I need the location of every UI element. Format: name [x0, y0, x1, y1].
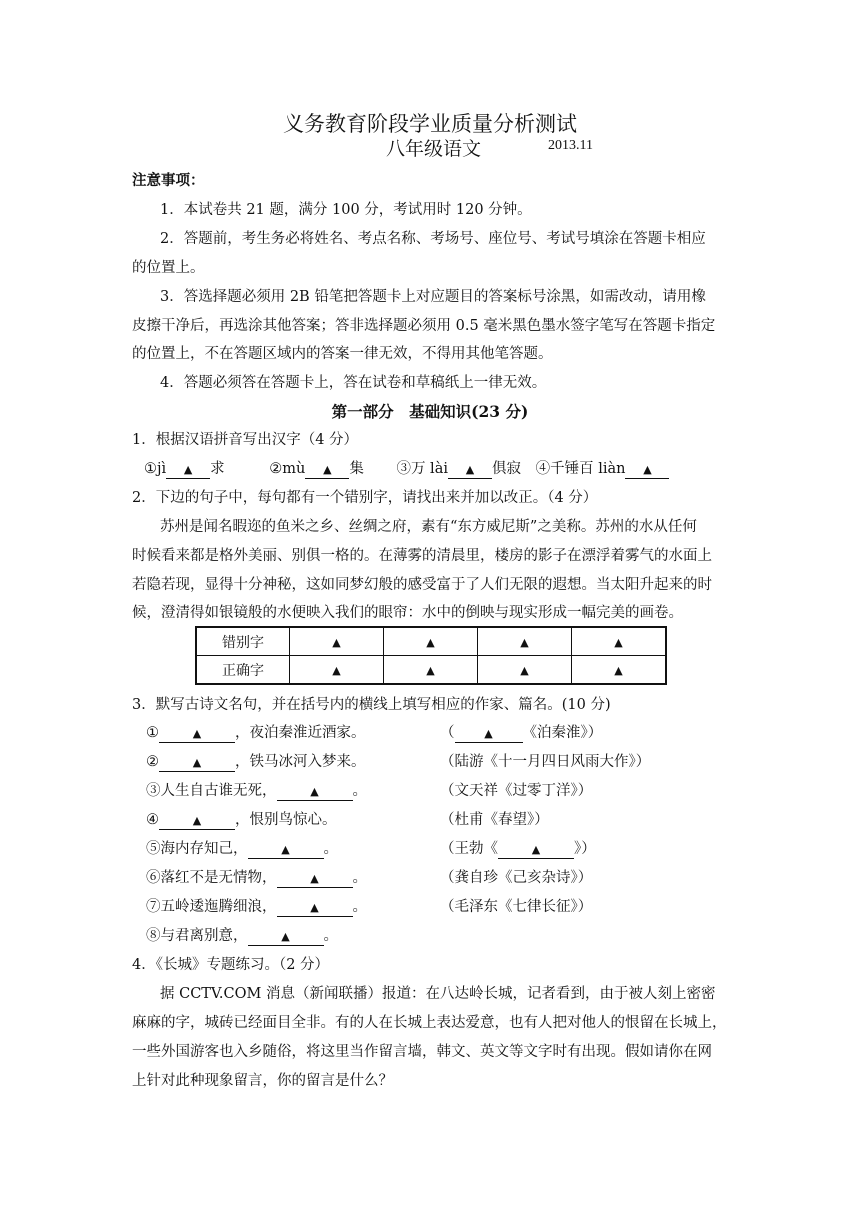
q1-item-3-suffix: 俱寂 — [491, 461, 521, 477]
q3-blank-3[interactable] — [277, 783, 353, 801]
exam-title: 义务教育阶段学业质量分析测试 — [283, 112, 577, 136]
q3-blank-7[interactable] — [277, 899, 353, 917]
q2-stem: 2．下边的句子中，每句都有一个错别字，请找出来并加以改正。（4 分） — [132, 490, 598, 506]
triangle-icon: ▲ — [192, 756, 202, 769]
q4-stem: 4．《长城》专题练习。（2 分） — [132, 957, 330, 973]
q3-line-5-end: 。 — [323, 841, 338, 857]
q3-line-7-text: ⑦五岭逶迤腾细浪， — [146, 899, 277, 915]
q3-line-1-num: ① — [146, 725, 159, 741]
q3-blank-4[interactable] — [159, 812, 235, 830]
table-cell[interactable] — [572, 656, 667, 685]
triangle-icon: ▲ — [310, 785, 319, 798]
triangle-icon: ▲ — [332, 635, 341, 649]
q3-source-5-open: （王勃《 — [440, 841, 498, 857]
q3-line-1 — [146, 723, 366, 743]
triangle-icon: ▲ — [281, 843, 290, 856]
table-cell[interactable] — [478, 656, 572, 685]
q4-passage-line-4: 上针对此种现象留言，你的留言是什么？ — [132, 1073, 393, 1089]
q1-item-3-pinyin: ③万 lài — [396, 461, 448, 477]
q4-passage-line-2: 麻麻的字，城砖已经面目全非。有的人在长城上表达爱意，也有人把对他人的恨留在长城上， — [132, 1015, 727, 1031]
q3-source-2: （陆游《十一月四日风雨大作》） — [440, 754, 651, 770]
triangle-icon: ▲ — [323, 463, 332, 476]
q2-passage-line-1: 苏州是闻名暇迩的鱼米之乡、丝绸之府，素有“东方威尼斯”之美称。苏州的水从任何 — [160, 519, 697, 535]
notice-item-3-line-3: 的位置上，不在答题区域内的答案一律无效，不得用其他笔答题。 — [132, 346, 553, 362]
q1-item-2-pinyin: ②mù — [269, 461, 306, 477]
q3-source-3: （文天祥《过零丁洋》） — [440, 783, 593, 799]
table-row — [196, 656, 666, 685]
q3-line-8-end: 。 — [323, 928, 338, 944]
notice-item-2-line-1: 2．答题前，考生务必将姓名、考点名称、考场号、座位号、考试号填涂在答题卡相应 — [160, 231, 706, 247]
notice-item-3-line-1: 3．答选择题必须用 2B 铅笔把答题卡上对应题目的答案标号涂黑，如需改动，请用橡 — [160, 289, 706, 305]
q3-line-4-text: ，恨别鸟惊心。 — [235, 812, 337, 828]
table-cell[interactable] — [384, 656, 478, 685]
triangle-icon: ▲ — [192, 814, 202, 827]
triangle-icon: ▲ — [192, 727, 202, 740]
q3-line-2-num: ② — [146, 754, 159, 770]
q3-blank-6[interactable] — [277, 870, 353, 888]
q1-blank-2[interactable] — [305, 461, 349, 479]
q1-blank-3[interactable] — [448, 461, 492, 479]
q3-line-7-end: 。 — [352, 899, 367, 915]
q3-source-blank-5[interactable] — [498, 841, 574, 859]
q4-passage-line-3: 一些外国游客也入乡随俗，将这里当作留言墙，韩文、英文等文字时有出现。假如请你在网 — [132, 1044, 712, 1060]
table-cell[interactable] — [478, 627, 572, 656]
triangle-icon: ▲ — [332, 663, 341, 677]
q3-line-8-text: ⑧与君离别意， — [146, 928, 248, 944]
q3-source-5 — [440, 839, 596, 859]
table-row — [196, 627, 666, 656]
triangle-icon: ▲ — [426, 663, 435, 677]
q2-passage-line-3: 若隐若现，显得十分神秘，这如同梦幻般的感受富于了人们无限的遐想。当太阳升起来的时 — [132, 577, 712, 593]
q1-items — [144, 459, 669, 479]
q1-blank-4[interactable] — [625, 461, 669, 479]
q3-source-4: （杜甫《春望》） — [440, 812, 549, 828]
q3-line-7 — [146, 897, 367, 917]
triangle-icon: ▲ — [310, 872, 319, 885]
q4-passage-line-1: 据 CCTV.COM 消息（新闻联播）报道：在八达岭长城，记者看到，由于被人刻上密密 — [160, 986, 716, 1002]
table-row-header: 错别字 — [196, 627, 290, 656]
q3-line-6-text: ⑥落红不是无情物， — [146, 870, 277, 886]
q3-source-1-text: 《泊秦淮》） — [522, 725, 603, 741]
q3-blank-2[interactable] — [159, 754, 235, 772]
q1-item-1-pinyin: ①jì — [144, 461, 167, 477]
exam-date: 2013.11 — [548, 138, 593, 153]
triangle-icon: ▲ — [465, 463, 475, 476]
q3-blank-8[interactable] — [248, 928, 324, 946]
triangle-icon: ▲ — [614, 635, 623, 649]
exam-subtitle: 八年级语文 — [386, 138, 482, 160]
q3-line-8 — [146, 926, 338, 946]
q3-line-3 — [146, 781, 367, 801]
notice-item-2-line-2: 的位置上。 — [132, 260, 205, 276]
q1-stem: 1．根据汉语拼音写出汉字（4 分） — [132, 432, 359, 448]
q3-line-2-text: ，铁马冰河入梦来。 — [235, 754, 366, 770]
notice-item-1: 1．本试卷共 21 题，满分 100 分，考试用时 120 分钟。 — [160, 202, 532, 218]
q3-line-3-end: 。 — [352, 783, 367, 799]
q3-line-4 — [146, 810, 337, 830]
q3-source-blank-1[interactable] — [455, 725, 523, 743]
triangle-icon: ▲ — [183, 463, 193, 476]
q3-line-5-text: ⑤海内存知己， — [146, 841, 248, 857]
table-row-header: 正确字 — [196, 656, 290, 685]
q2-passage-line-2: 时候看来都是格外美丽、别俱一格的。在薄雾的清晨里，楼房的影子在漂浮着雾气的水面上 — [132, 548, 712, 564]
q3-stem: 3．默写古诗文名句，并在括号内的横线上填写相应的作家、篇名。(10 分) — [132, 697, 611, 713]
triangle-icon: ▲ — [310, 901, 319, 914]
q1-item-2-suffix: 集 — [349, 461, 364, 477]
q3-source-6: （龚自珍《己亥杂诗》） — [440, 870, 593, 886]
q1-item-1-suffix: 求 — [210, 461, 225, 477]
q3-source-7: （毛泽东《七律长征》） — [440, 899, 593, 915]
q3-line-6 — [146, 868, 367, 888]
q3-blank-1[interactable] — [159, 725, 235, 743]
triangle-icon: ▲ — [426, 635, 435, 649]
triangle-icon: ▲ — [614, 663, 623, 677]
q3-source-5-close: 》） — [574, 841, 596, 857]
q3-source-1 — [440, 723, 602, 743]
notice-item-3-line-2: 皮擦干净后，再选涂其他答案；答非选择题必须用 0.5 毫米黑色墨水签字笔写在答题卡指定 — [132, 318, 716, 334]
triangle-icon: ▲ — [531, 843, 541, 856]
notice-heading: 注意事项： — [132, 172, 205, 189]
q3-source-1-open: （ — [440, 725, 455, 741]
table-cell[interactable] — [290, 627, 384, 656]
section-heading: 第一部分 基础知识(23 分) — [331, 402, 529, 421]
q2-answer-table — [195, 626, 667, 685]
table-cell[interactable] — [384, 627, 478, 656]
triangle-icon: ▲ — [643, 463, 652, 476]
q3-line-5 — [146, 839, 338, 859]
notice-item-4: 4．答题必须答在答题卡上，答在试卷和草稿纸上一律无效。 — [160, 375, 547, 391]
q3-line-2 — [146, 752, 366, 772]
q3-line-6-end: 。 — [352, 870, 367, 886]
table-cell[interactable] — [290, 656, 384, 685]
q3-blank-5[interactable] — [248, 841, 324, 859]
triangle-icon: ▲ — [484, 727, 493, 740]
triangle-icon: ▲ — [520, 663, 529, 677]
q3-line-1-text: ，夜泊秦淮近酒家。 — [235, 725, 366, 741]
table-cell[interactable] — [572, 627, 667, 656]
q2-passage-line-4: 候，澄清得如银镜般的水便映入我们的眼帘：水中的倒映与现实形成一幅完美的画卷。 — [132, 605, 683, 621]
q3-line-3-text: ③人生自古谁无死， — [146, 783, 277, 799]
q3-line-4-num: ④ — [146, 812, 159, 828]
triangle-icon: ▲ — [281, 930, 290, 943]
q1-item-4-pinyin: ④千锤百 liàn — [535, 461, 626, 477]
triangle-icon: ▲ — [520, 635, 529, 649]
q1-blank-1[interactable] — [166, 461, 210, 479]
